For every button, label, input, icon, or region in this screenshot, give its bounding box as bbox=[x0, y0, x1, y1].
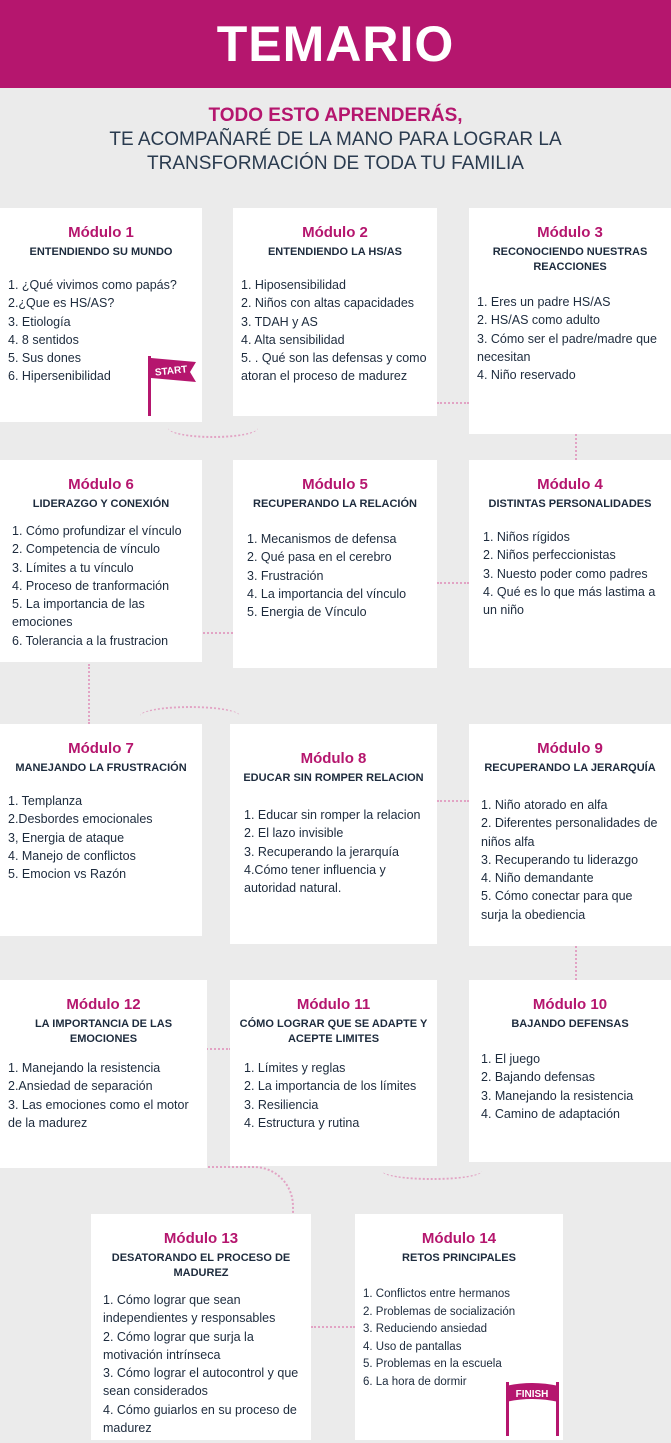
module-subtitle: MANEJANDO LA FRUSTRACIÓN bbox=[15, 762, 187, 774]
module-subtitle: RECUPERANDO LA RELACIÓN bbox=[253, 498, 417, 510]
module-title: Módulo 4 bbox=[537, 476, 603, 493]
topic-item: 2. Niños con altas capacidades bbox=[241, 296, 415, 311]
topic-item: 1. Manejando la resistencia bbox=[8, 1061, 161, 1075]
module-subtitle: LA IMPORTANCIA DE LAS EMOCIONES bbox=[34, 1018, 173, 1045]
module-subtitle: ENTENDIENDO LA HS/AS bbox=[267, 246, 403, 258]
module-subtitle: DESATORANDO EL PROCESO DE MADUREZ bbox=[111, 1252, 291, 1279]
topic-item: 4. Camino de adaptación bbox=[481, 1106, 620, 1121]
header-banner bbox=[0, 0, 671, 88]
topic-item: 5. Cómo conectar para que surja la obediencia bbox=[481, 889, 633, 922]
module-card-2 bbox=[233, 208, 437, 416]
topic-item: 2. El lazo invisible bbox=[244, 826, 344, 841]
connector-3-4 bbox=[575, 434, 577, 460]
module-topics bbox=[477, 293, 663, 384]
topic-item: 4. Proceso de tranformación bbox=[12, 578, 170, 593]
module-topics bbox=[241, 276, 429, 386]
topic-item: 1. Educar sin romper la relacion bbox=[244, 808, 421, 822]
topic-item: 3. Recuperando tu liderazgo bbox=[481, 852, 639, 867]
topic-item: 3, Energia de ataque bbox=[8, 830, 125, 845]
topic-item: 3. Las emociones como el motor de la madurez bbox=[8, 1097, 189, 1130]
topic-item: 4.Cómo tener influencia y autoridad natural. bbox=[244, 862, 386, 896]
topic-item: 4. Niño reservado bbox=[477, 368, 576, 383]
topic-item: 1. ¿Qué vivimos como papás? bbox=[8, 278, 177, 292]
topic-item: 3. Cómo lograr el autocontrol y que sean considerados bbox=[103, 1366, 299, 1399]
topic-item: 3. Reduciendo ansiedad bbox=[363, 1323, 488, 1335]
intro-line-3: TRANSFORMACIÓN DE TODA TU FAMILIA bbox=[147, 153, 524, 174]
topic-item: 2. Niños perfeccionistas bbox=[483, 548, 616, 563]
module-title: Módulo 5 bbox=[302, 476, 368, 493]
topic-item: 4. Cómo guiarlos en su proceso de madurez bbox=[103, 1402, 297, 1436]
topic-item: 3. Resiliencia bbox=[244, 1097, 319, 1112]
module-subtitle: RECUPERANDO LA JERARQUÍA bbox=[484, 762, 656, 774]
module-card-12 bbox=[0, 980, 207, 1168]
topic-item: 1. Conflictos entre hermanos bbox=[363, 1288, 511, 1300]
module-card-13 bbox=[91, 1214, 311, 1440]
topic-item: 1. Mecanismos de defensa bbox=[247, 532, 397, 546]
connector-11-12 bbox=[203, 1048, 231, 1050]
module-card-7 bbox=[0, 724, 202, 936]
module-title: Módulo 14 bbox=[421, 1230, 497, 1247]
connector-4-5 bbox=[437, 582, 469, 584]
module-card-9 bbox=[469, 724, 671, 946]
topic-item: 5. Energia de Vínculo bbox=[247, 605, 367, 620]
module-title: Módulo 6 bbox=[68, 476, 134, 493]
connector-8-9 bbox=[437, 800, 469, 802]
module-topics bbox=[99, 1291, 303, 1437]
module-subtitle: CÓMO LOGRAR QUE SE ADAPTE Y ACEPTE LIMITES bbox=[239, 1018, 428, 1045]
topic-item: 4. Qué es lo que más lastima a un niño bbox=[483, 584, 656, 618]
module-subtitle: DISTINTAS PERSONALIDADES bbox=[488, 498, 652, 510]
topic-item: 3. Recuperando la jerarquía bbox=[244, 844, 399, 859]
module-topics bbox=[363, 1286, 555, 1391]
finish-flag-label: FINISH bbox=[515, 1389, 549, 1400]
module-card-3 bbox=[469, 208, 671, 434]
topic-item: 2. La importancia de los límites bbox=[244, 1079, 417, 1094]
topic-item: 3. Cómo ser el padre/madre que necesitan bbox=[477, 331, 657, 364]
connector-6-7b bbox=[140, 706, 240, 726]
module-card-10 bbox=[469, 980, 671, 1162]
topic-item: 3. Manejando la resistencia bbox=[481, 1088, 634, 1103]
module-card-5 bbox=[233, 460, 437, 668]
start-flag-label: START bbox=[154, 364, 188, 379]
module-subtitle: RETOS PRINCIPALES bbox=[402, 1252, 516, 1264]
topic-item: 4. Estructura y rutina bbox=[244, 1115, 360, 1130]
topic-item: 4. 8 sentidos bbox=[8, 332, 79, 347]
module-title: Módulo 12 bbox=[66, 996, 141, 1013]
intro-text bbox=[0, 104, 671, 176]
topic-item: 2. Competencia de vínculo bbox=[12, 542, 161, 557]
topic-item: 1. Hiposensibilidad bbox=[241, 278, 346, 292]
module-topics bbox=[241, 530, 429, 621]
page-title: TEMARIO bbox=[216, 16, 455, 72]
module-topics bbox=[8, 1059, 199, 1132]
topic-item: 2. HS/AS como adulto bbox=[477, 313, 600, 328]
topic-item: 3. Límites a tu vínculo bbox=[12, 560, 134, 575]
module-topics bbox=[238, 806, 429, 897]
module-subtitle: ENTENDIENDO SU MUNDO bbox=[29, 246, 173, 258]
topic-item: 1. Cómo profundizar el vínculo bbox=[12, 524, 182, 538]
topic-item: 3. Nuesto poder como padres bbox=[483, 566, 648, 581]
module-subtitle: BAJANDO DEFENSAS bbox=[511, 1018, 629, 1030]
topic-item: 2. Qué pasa en el cerebro bbox=[247, 550, 392, 565]
topic-item: 5. . Qué son las defensas y como atoran el proceso de madurez bbox=[241, 351, 427, 384]
topic-item: 2. Problemas de socialización bbox=[363, 1305, 516, 1318]
connector-5-6 bbox=[203, 632, 233, 634]
module-title: Módulo 7 bbox=[68, 740, 134, 757]
topic-item: 1. Eres un padre HS/AS bbox=[477, 295, 611, 309]
topic-item: 4. Alta sensibilidad bbox=[241, 332, 345, 347]
topic-item: 1. Niños rígidos bbox=[483, 530, 570, 544]
topic-item: 4. La importancia del vínculo bbox=[247, 586, 407, 601]
module-title: Módulo 2 bbox=[302, 224, 368, 241]
module-card-4 bbox=[469, 460, 671, 668]
module-topics bbox=[477, 1050, 663, 1123]
intro-line-2: TE ACOMPAÑARÉ DE LA MANO PARA LOGRAR LA bbox=[109, 129, 562, 150]
module-topics bbox=[8, 792, 194, 883]
module-topics bbox=[8, 522, 194, 650]
connector-6-7 bbox=[88, 664, 90, 724]
module-topics bbox=[477, 528, 663, 619]
topic-item: 3. Etiología bbox=[8, 314, 71, 329]
topic-item: 5. Problemas en la escuela bbox=[363, 1358, 502, 1370]
module-title: Módulo 13 bbox=[163, 1230, 239, 1247]
topic-item: 4. Niño demandante bbox=[481, 871, 594, 886]
topic-item: 5. La importancia de las emociones bbox=[12, 597, 145, 630]
topic-item: 4. Uso de pantallas bbox=[363, 1340, 462, 1353]
module-card-11 bbox=[230, 980, 437, 1166]
module-topics bbox=[238, 1059, 429, 1132]
module-subtitle: RECONOCIENDO NUESTRAS REACCIONES bbox=[492, 246, 648, 273]
topic-item: 5. Sus dones bbox=[8, 351, 81, 366]
start-flag-icon bbox=[144, 354, 200, 418]
intro-line-1: TODO ESTO APRENDERÁS, bbox=[208, 105, 463, 126]
connector-2-3 bbox=[437, 402, 469, 404]
topic-item: 1. Niño atorado en alfa bbox=[481, 798, 608, 812]
connector-9-10 bbox=[575, 946, 577, 980]
topic-item: 3. TDAH y AS bbox=[241, 314, 318, 329]
module-title: Módulo 10 bbox=[532, 996, 608, 1013]
module-subtitle: EDUCAR SIN ROMPER RELACION bbox=[243, 772, 424, 784]
topic-item: 1. Límites y reglas bbox=[244, 1061, 346, 1075]
topic-item: 4. Manejo de conflictos bbox=[8, 848, 136, 863]
topic-item: 6. La hora de dormir bbox=[363, 1375, 467, 1388]
module-title: Módulo 9 bbox=[537, 740, 603, 757]
module-title: Módulo 1 bbox=[68, 224, 134, 241]
topic-item: 2. Cómo lograr que surja la motivación intrínseca bbox=[103, 1329, 254, 1362]
topic-item: 2. Bajando defensas bbox=[481, 1070, 595, 1085]
module-subtitle: LIDERAZGO Y CONEXIÓN bbox=[32, 498, 170, 510]
topic-item: 1. El juego bbox=[481, 1052, 541, 1066]
topic-item: 1. Templanza bbox=[8, 794, 83, 808]
connector-13-14 bbox=[311, 1326, 355, 1328]
topic-item: 5. Emocion vs Razón bbox=[8, 867, 127, 882]
topic-item: 2. Diferentes personalidades de niños alfa bbox=[481, 816, 658, 849]
topic-item: 2.Ansiedad de separación bbox=[8, 1079, 153, 1094]
topic-item: 1. Cómo lograr que sean independientes y responsables bbox=[103, 1293, 276, 1326]
module-card-8 bbox=[230, 724, 437, 944]
topic-item: 3. Frustración bbox=[247, 568, 324, 583]
finish-flag-icon bbox=[502, 1380, 562, 1438]
module-title: Módulo 3 bbox=[537, 224, 603, 241]
module-card-6 bbox=[0, 460, 202, 662]
topic-item: 6. Tolerancia a la frustracion bbox=[12, 633, 169, 648]
topic-item: 6. Hipersenibilidad bbox=[8, 369, 111, 384]
module-topics bbox=[477, 796, 663, 924]
topic-item: 2.¿Que es HS/AS? bbox=[8, 296, 115, 311]
module-title: Módulo 11 bbox=[296, 996, 371, 1013]
topic-item: 2.Desbordes emocionales bbox=[8, 812, 153, 827]
module-title: Módulo 8 bbox=[300, 750, 367, 767]
connector-12-13 bbox=[72, 1166, 294, 1218]
